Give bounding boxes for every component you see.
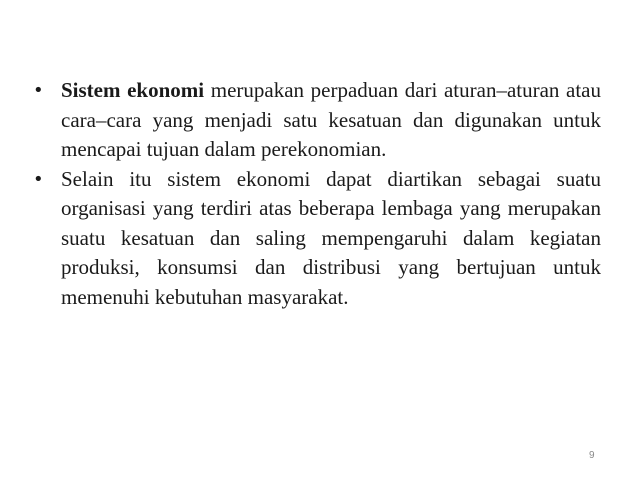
bullet-icon: • <box>33 80 44 101</box>
page-number: 9 <box>589 450 595 461</box>
bullet-icon: • <box>33 168 44 190</box>
bullet-bold-term: Sistem ekonomi <box>61 78 205 102</box>
bullet-text: merupakan perpaduan dari aturan–aturan atau cara–cara yang menjadi satu kesatuan dan digunakan untuk mencapai tujuan dalam perekonomian. <box>61 78 602 161</box>
bullet-item-sistem-ekonomi <box>33 76 601 165</box>
slide-content <box>33 76 601 312</box>
bullet-item-selain-itu <box>33 165 601 313</box>
bullet-text: Selain itu sistem ekonomi dapat diartikan sebagai suatu organisasi yang terdiri atas beberapa lembaga yang merupakan suatu kesatuan dan saling mempengaruhi dalam kegiatan produksi, konsumsi dan distribusi yang bertujuan untuk memenuhi kebutuhan masyarakat. <box>61 166 601 309</box>
